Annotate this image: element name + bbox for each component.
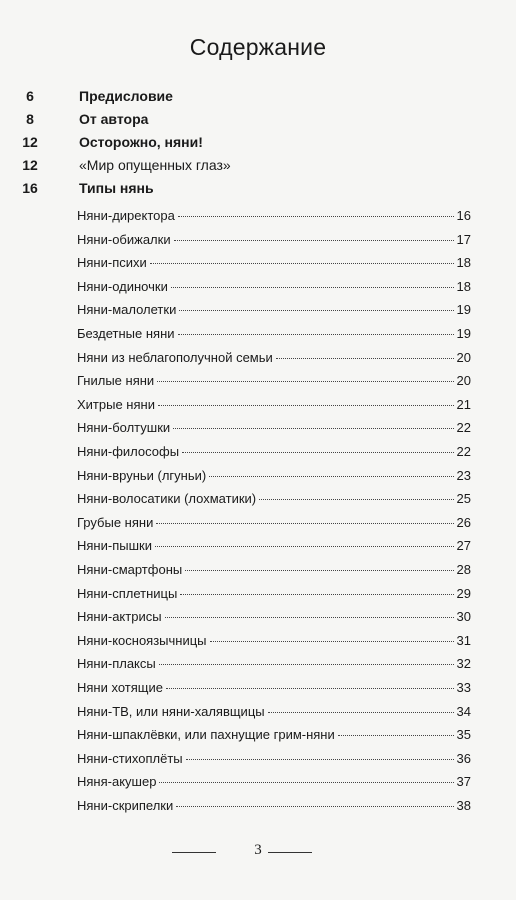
entry-page: 19 (456, 326, 471, 341)
toc-entry (77, 420, 471, 442)
leader-dots (157, 381, 453, 382)
entry-page: 38 (456, 798, 471, 813)
entry-title: Няни-сплетницы (77, 585, 178, 601)
entry-title: Няни-плаксы (77, 656, 156, 672)
toc-entry (77, 680, 471, 702)
leader-dots (178, 216, 454, 217)
entry-page: 22 (456, 444, 471, 459)
leader-dots (176, 806, 453, 807)
section-page: 16 (22, 180, 38, 196)
entry-page: 18 (456, 255, 471, 271)
section-title: Осторожно, няни! (79, 134, 203, 150)
toc-entry (77, 515, 471, 537)
entry-page: 20 (456, 349, 471, 365)
toc-entry (77, 397, 471, 419)
section-page: 12 (22, 157, 38, 173)
leader-dots (150, 263, 454, 264)
toc-entry (77, 538, 471, 560)
toc-title: Содержание (189, 34, 327, 60)
toc-entry (77, 302, 471, 324)
section-title: Предисловие (79, 88, 173, 104)
leader-dots (182, 452, 453, 453)
entry-page: 32 (456, 656, 471, 672)
toc-section (0, 134, 516, 156)
entry-page: 35 (456, 727, 471, 743)
entry-title: Няни-актрисы (77, 609, 162, 625)
entry-title: Няни-директора (77, 208, 175, 223)
leader-dots (156, 523, 453, 524)
entry-title: Няни-одиночки (77, 278, 168, 294)
entry-title: Няня-акушер (77, 774, 157, 790)
entry-page: 17 (456, 231, 471, 247)
toc-entry (77, 727, 471, 749)
leader-dots (178, 334, 454, 335)
entry-title: Няни-шпаклёвки, или пахнущие грим-няни (77, 727, 335, 743)
toc-entry (77, 279, 471, 301)
leader-dots (173, 428, 453, 429)
toc-entry (77, 656, 471, 678)
entry-title: Хитрые няни (77, 396, 155, 412)
entry-page: 29 (456, 585, 471, 601)
toc-entry (77, 491, 471, 513)
toc-section (0, 88, 516, 110)
entry-page: 21 (456, 396, 471, 412)
leader-dots (155, 546, 454, 547)
entry-title: Гнилые няни (77, 373, 155, 389)
leader-dots (210, 641, 454, 642)
section-title: Типы нянь (79, 180, 154, 196)
entry-page: 22 (456, 420, 471, 436)
toc-entry (77, 232, 471, 254)
section-title: От автора (79, 111, 149, 127)
toc-entry (77, 774, 471, 796)
toc-entry (77, 586, 471, 608)
leader-dots (186, 759, 454, 760)
leader-dots (209, 476, 453, 477)
toc-entry (77, 798, 471, 820)
entry-title: Няни-обижалки (77, 231, 171, 247)
entry-title: Няни-ТВ, или няни-халявщицы (77, 703, 265, 719)
leader-dots (180, 594, 453, 595)
leader-dots (276, 358, 454, 359)
section-page: 8 (26, 111, 34, 127)
entry-title: Няни из неблагополучной семьи (77, 349, 273, 365)
entry-page: 37 (456, 774, 471, 790)
toc-entry (77, 562, 471, 584)
entry-title: Няни-болтушки (77, 420, 171, 436)
leader-dots (179, 310, 453, 311)
entry-title: Няни-косноязычницы (77, 632, 207, 648)
page-number: 3 (254, 842, 262, 858)
toc-entry (77, 751, 471, 773)
entry-title: Няни хотящие (77, 680, 163, 695)
entry-page: 20 (456, 373, 471, 389)
entry-page: 27 (456, 538, 471, 554)
entry-page: 25 (456, 491, 471, 507)
leader-dots (174, 240, 454, 241)
footer-ornament-right (268, 852, 312, 853)
toc-entry (77, 255, 471, 277)
leader-dots (171, 287, 454, 288)
toc-entry (77, 208, 471, 230)
entry-page: 23 (456, 467, 471, 483)
section-title: «Мир опущенных глаз» (79, 157, 231, 173)
leader-dots (158, 405, 454, 406)
toc-entry (77, 373, 471, 395)
entry-title: Няни-пышки (77, 538, 152, 554)
leader-dots (185, 570, 453, 571)
entry-page: 26 (456, 514, 471, 530)
entry-title: Няни-волосатики (лохматики) (77, 491, 257, 507)
toc-entry (77, 326, 471, 348)
toc-section (0, 111, 516, 133)
entry-title: Няни-смартфоны (77, 562, 183, 577)
section-page: 12 (22, 134, 38, 150)
section-page: 6 (26, 88, 34, 104)
leader-dots (159, 664, 454, 665)
leader-dots (166, 688, 454, 689)
entry-page: 19 (456, 302, 471, 318)
toc-entry (77, 704, 471, 726)
entry-title: Няни-вруньи (лгуньи) (77, 467, 207, 483)
entry-page: 31 (456, 632, 471, 648)
entry-title: Бездетные няни (77, 326, 175, 341)
entry-title: Няни-психи (77, 255, 147, 271)
toc-section (0, 180, 516, 202)
leader-dots (159, 782, 453, 783)
entry-title: Няни-философы (77, 444, 180, 459)
entry-title: Няни-малолетки (77, 302, 177, 318)
entry-page: 28 (456, 562, 471, 577)
entry-title: Няни-стихоплёты (77, 750, 183, 766)
leader-dots (338, 735, 454, 736)
toc-entry (77, 609, 471, 631)
entry-page: 18 (456, 278, 471, 294)
toc-section (0, 157, 516, 179)
entry-page: 16 (456, 208, 471, 223)
entry-title: Грубые няни (77, 514, 154, 530)
entry-page: 30 (456, 609, 471, 625)
page-footer (0, 840, 516, 864)
toc-entry (77, 350, 471, 372)
entry-page: 33 (456, 680, 471, 695)
leader-dots (259, 499, 453, 500)
entry-title: Няни-скрипелки (77, 798, 174, 813)
toc-entry (77, 468, 471, 490)
toc-entry (77, 633, 471, 655)
toc-entry (77, 444, 471, 466)
entry-page: 36 (456, 750, 471, 766)
leader-dots (165, 617, 454, 618)
entry-page: 34 (456, 703, 471, 719)
leader-dots (268, 712, 454, 713)
